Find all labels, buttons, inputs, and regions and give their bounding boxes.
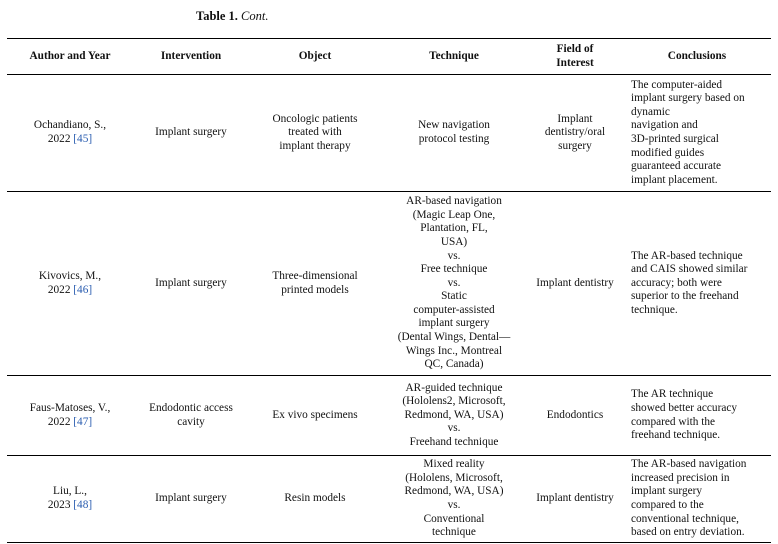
technique-line: vs. — [447, 422, 461, 435]
conclusion-line: The AR-based technique — [631, 249, 743, 262]
cell-field — [527, 456, 623, 543]
field-line: Implant dentistry — [536, 276, 614, 289]
table-caption-text: Cont. — [241, 9, 269, 23]
technique-line: (Magic Leap One, — [412, 208, 496, 221]
conclusion-line: conventional technique, — [631, 512, 739, 525]
conclusion-line: freehand technique. — [631, 429, 721, 442]
cell-object — [249, 376, 381, 456]
technique-line: AR-based navigation — [406, 195, 502, 208]
cell-author-year — [7, 192, 133, 376]
table-header-row — [7, 39, 771, 75]
conclusion-line: guaranteed accurate — [631, 160, 721, 173]
technique-line: Wings Inc., Montreal — [405, 344, 503, 357]
cell-field — [527, 376, 623, 456]
conclusion-line: and CAIS showed similar — [631, 263, 748, 276]
reference-link[interactable]: [45] — [73, 133, 93, 145]
cell-intervention — [133, 75, 249, 192]
cell-conclusions — [623, 376, 771, 456]
conclusion-line: technique. — [631, 303, 678, 316]
cell-intervention — [133, 376, 249, 456]
field-line: surgery — [558, 139, 592, 152]
cell-conclusions — [623, 192, 771, 376]
cell-field — [527, 192, 623, 376]
cell-object — [249, 456, 381, 543]
field-line: Implant dentistry — [536, 492, 614, 505]
field-line: Implant — [557, 112, 593, 125]
table-caption — [196, 9, 268, 24]
reference-link[interactable]: [47] — [73, 415, 93, 428]
literature-table — [7, 38, 771, 543]
intervention-line: Implant surgery — [155, 492, 227, 505]
reference-link[interactable]: [46] — [73, 283, 93, 296]
conclusion-line: The computer-aided — [631, 78, 723, 91]
conclusion-line: increased precision in — [631, 471, 730, 484]
cell-conclusions — [623, 75, 771, 192]
cell-intervention — [133, 192, 249, 376]
object-line: Resin models — [284, 492, 346, 505]
technique-line: vs. — [447, 499, 461, 511]
cell-intervention — [133, 456, 249, 543]
conclusion-line: superior to the freehand — [631, 290, 739, 303]
header-author-year: Author and Year — [7, 39, 133, 75]
cell-conclusions — [623, 456, 771, 543]
technique-line: Redmond, WA, USA) — [404, 408, 504, 421]
cell-technique — [381, 75, 527, 192]
conclusion-line: compared with the — [631, 415, 716, 428]
technique-line: protocol testing — [418, 133, 490, 145]
technique-line: Free technique — [420, 263, 488, 276]
object-line: implant therapy — [279, 139, 351, 152]
conclusion-line: dynamic — [631, 105, 670, 118]
header-field-line: Interest — [556, 56, 594, 69]
pub-year: 2022 — [47, 283, 71, 296]
table-row — [7, 192, 771, 376]
technique-line: implant surgery — [418, 317, 490, 330]
conclusion-line: implant placement. — [631, 173, 718, 186]
cell-technique — [381, 192, 527, 376]
technique-line: Redmond, WA, USA) — [404, 485, 504, 498]
cell-author-year — [7, 456, 133, 543]
table-row — [7, 456, 771, 543]
technique-line: Static — [441, 290, 467, 303]
cell-object — [249, 192, 381, 376]
header-field-line: Field of — [556, 42, 594, 55]
header-technique: Technique — [381, 39, 527, 75]
technique-line: computer-assisted — [413, 303, 495, 316]
technique-line: QC, Canada) — [424, 358, 484, 371]
technique-line: AR-guided technique — [405, 381, 503, 394]
intervention-line: cavity — [177, 415, 205, 428]
technique-line: New navigation — [418, 119, 490, 132]
conclusion-line: based on entry deviation. — [631, 526, 745, 539]
cell-object — [249, 75, 381, 192]
author-name: Liu, L., — [53, 485, 87, 498]
technique-line: Freehand technique — [409, 435, 499, 448]
conclusion-line: navigation and — [631, 119, 698, 132]
cell-technique — [381, 456, 527, 543]
field-line: Endodontics — [546, 408, 604, 421]
conclusion-line: 3D-printed surgical — [631, 133, 719, 145]
header-object: Object — [249, 39, 381, 75]
technique-line: (Hololens2, Microsoft, — [402, 395, 506, 408]
table-row — [7, 376, 771, 456]
intervention-line: Implant surgery — [155, 276, 227, 289]
header-field-of-interest — [527, 39, 623, 75]
author-name: Ochandiano, S., — [33, 119, 107, 132]
table-caption-label: Table 1. — [196, 9, 238, 23]
pub-year: 2022 — [47, 133, 71, 145]
object-line: Ex vivo specimens — [272, 408, 358, 421]
intervention-line: Implant surgery — [155, 126, 227, 139]
pub-year: 2022 — [47, 415, 71, 428]
intervention-line: Endodontic access — [149, 401, 233, 414]
technique-line: (Hololens, Microsoft, — [405, 471, 503, 484]
technique-line: Plantation, FL, — [420, 222, 488, 235]
object-line: printed models — [281, 283, 349, 296]
author-name: Faus-Matoses, V., — [29, 401, 111, 414]
reference-link[interactable]: [48] — [73, 499, 93, 511]
header-conclusions: Conclusions — [623, 39, 771, 75]
technique-line: Mixed reality — [423, 458, 485, 471]
cell-field — [527, 75, 623, 192]
object-line: Oncologic patients — [272, 112, 358, 125]
conclusion-line: modified guides — [631, 146, 705, 159]
cell-technique — [381, 376, 527, 456]
conclusion-line: The AR technique — [631, 388, 714, 401]
conclusion-line: The AR-based navigation — [631, 458, 747, 471]
technique-line: technique — [432, 526, 476, 539]
conclusion-line: implant surgery based on — [631, 92, 745, 105]
cell-author-year — [7, 75, 133, 192]
technique-line: vs. — [447, 276, 461, 289]
author-name: Kivovics, M., — [38, 269, 102, 282]
object-line: treated with — [288, 126, 342, 139]
field-line: dentistry/oral — [544, 126, 606, 139]
conclusion-line: showed better accuracy — [631, 401, 738, 414]
header-intervention: Intervention — [133, 39, 249, 75]
object-line: Three-dimensional — [272, 269, 358, 282]
conclusion-line: compared to the — [631, 499, 704, 511]
table-row — [7, 75, 771, 192]
conclusion-line: implant surgery — [631, 485, 703, 498]
pub-year: 2023 — [47, 499, 71, 511]
cell-author-year — [7, 376, 133, 456]
technique-line: Conventional — [423, 512, 485, 525]
technique-line: vs. — [447, 249, 461, 262]
technique-line: USA) — [440, 235, 468, 248]
technique-line: (Dental Wings, Dental— — [397, 331, 511, 344]
conclusion-line: accuracy; both were — [631, 276, 722, 289]
